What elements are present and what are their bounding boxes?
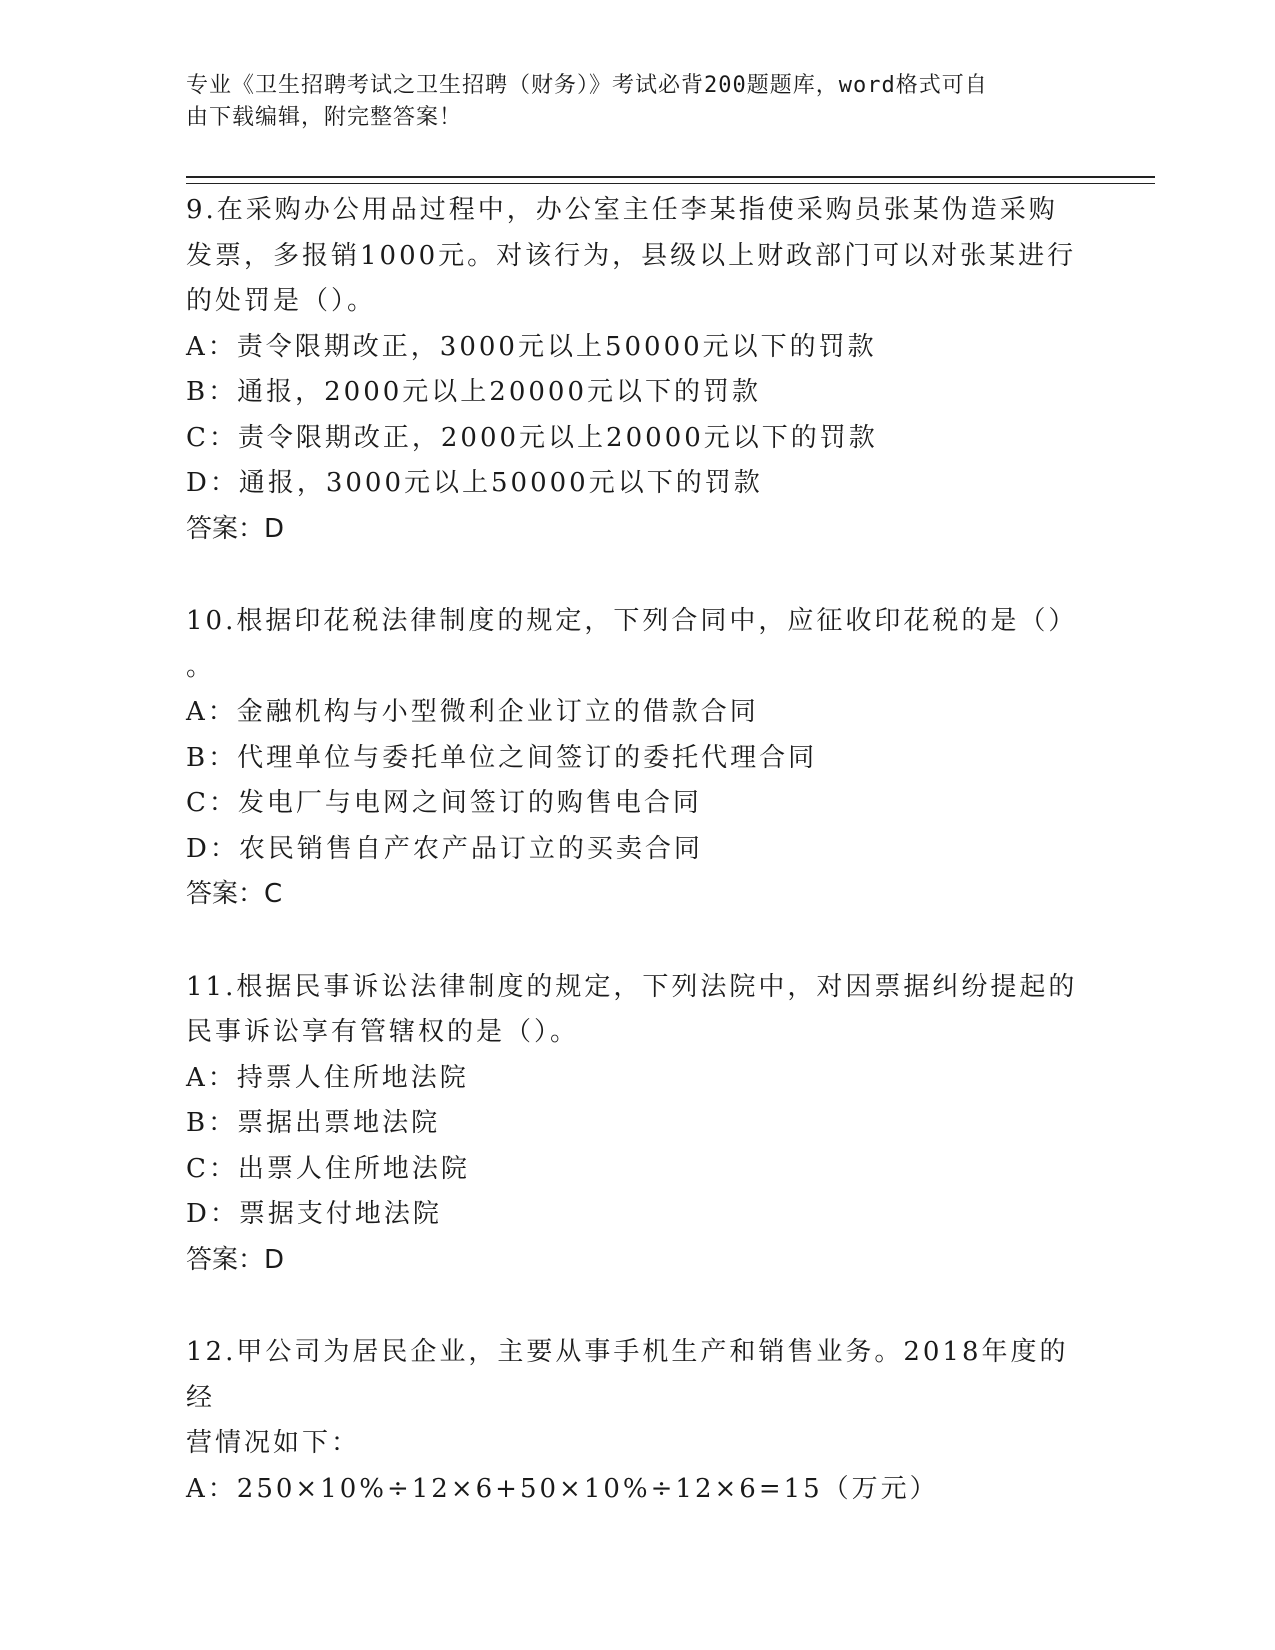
header-line-1: 专业《卫生招聘考试之卫生招聘（财务）》考试必背200题题库，word格式可自 bbox=[186, 73, 988, 98]
question-stem-line: 。 bbox=[186, 651, 216, 682]
option-d: D：通报，3000元以上50000元以下的罚款 bbox=[186, 468, 763, 498]
option-c: C：发电厂与电网之间签订的购售电合同 bbox=[186, 788, 702, 818]
question-spacer bbox=[186, 552, 1086, 599]
question-stem-line: 12.甲公司为居民企业，主要从事手机生产和销售业务。2018年度的经 bbox=[186, 1337, 1069, 1413]
question-list bbox=[186, 188, 1086, 1512]
question-spacer bbox=[186, 918, 1086, 965]
option-a: A：金融机构与小型微利企业订立的借款合同 bbox=[186, 697, 759, 727]
option-a: A：持票人住所地法院 bbox=[186, 1062, 469, 1093]
answer-line: 答案：D bbox=[186, 1244, 285, 1275]
answer-line: 答案：C bbox=[186, 879, 283, 909]
option-c: C：责令限期改正，2000元以上20000元以下的罚款 bbox=[186, 422, 878, 453]
question-stem-line: 10.根据印花税法律制度的规定，下列合同中，应征收印花税的是（） bbox=[186, 606, 1078, 636]
document-header bbox=[186, 70, 1066, 134]
option-c: C：出票人住所地法院 bbox=[186, 1153, 470, 1184]
option-a: A：250×10%÷12×6+50×10%÷12×6=15（万元） bbox=[186, 1473, 939, 1504]
option-a: A：责令限期改正，3000元以上50000元以下的罚款 bbox=[186, 331, 877, 362]
option-d: D：票据支付地法院 bbox=[186, 1199, 442, 1229]
option-d: D：农民销售自产农产品订立的买卖合同 bbox=[186, 833, 703, 864]
header-divider-thick bbox=[186, 176, 1155, 178]
option-b: B：票据出票地法院 bbox=[186, 1108, 441, 1138]
question-stem-line: 民事诉讼享有管辖权的是（）。 bbox=[186, 1017, 580, 1047]
question-9 bbox=[186, 188, 1086, 552]
header-divider-thin bbox=[186, 183, 1155, 184]
option-b: B：通报，2000元以上20000元以下的罚款 bbox=[186, 377, 761, 407]
question-stem-line: 营情况如下： bbox=[186, 1428, 361, 1458]
question-stem-line: 的处罚是（）。 bbox=[186, 286, 377, 316]
header-line-2: 由下载编辑，附完整答案！ bbox=[186, 105, 463, 130]
question-stem-line: 11.根据民事诉讼法律制度的规定，下列法院中，对因票据纠纷提起的 bbox=[186, 971, 1078, 1002]
question-stem-line: 发票，多报销1000元。对该行为，县级以上财政部门可以对张某进行 bbox=[186, 240, 1077, 271]
question-spacer bbox=[186, 1283, 1086, 1330]
answer-line: 答案：D bbox=[186, 513, 285, 544]
question-stem-line: 9.在采购办公用品过程中，办公室主任李某指使采购员张某伪造采购 bbox=[186, 195, 1058, 225]
option-b: B：代理单位与委托单位之间签订的委托代理合同 bbox=[186, 742, 818, 773]
question-10 bbox=[186, 599, 1086, 918]
question-12 bbox=[186, 1330, 1086, 1512]
question-11 bbox=[186, 965, 1086, 1284]
